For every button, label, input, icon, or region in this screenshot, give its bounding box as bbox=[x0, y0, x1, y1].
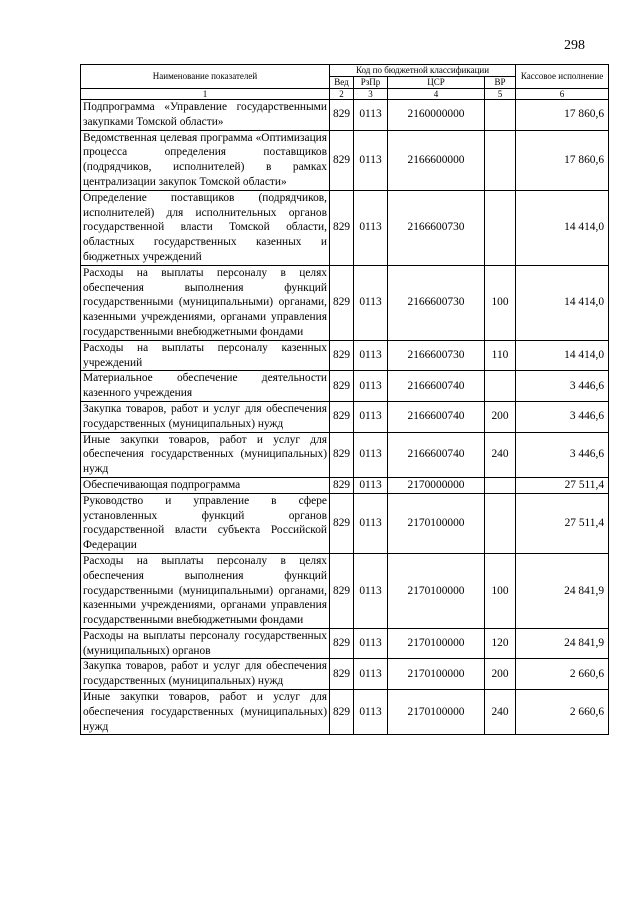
row-csr: 2166600730 bbox=[388, 190, 485, 265]
row-name: Закупка товаров, работ и услуг для обеспечения государственных (муниципальных) нужд bbox=[81, 659, 330, 690]
header-vr: ВР bbox=[485, 77, 516, 89]
row-ved: 829 bbox=[330, 100, 354, 131]
row-vr bbox=[485, 190, 516, 265]
table-row bbox=[81, 690, 609, 735]
table-row bbox=[81, 432, 609, 477]
header-name: Наименование показателей bbox=[81, 65, 330, 89]
row-ved: 829 bbox=[330, 690, 354, 735]
row-csr: 2166600000 bbox=[388, 130, 485, 190]
table-row bbox=[81, 190, 609, 265]
row-name: Закупка товаров, работ и услуг для обеспечения государственных (муниципальных) нужд bbox=[81, 401, 330, 432]
row-sum: 24 841,9 bbox=[516, 628, 609, 659]
row-name: Обеспечивающая подпрограмма bbox=[81, 477, 330, 493]
row-rzpr: 0113 bbox=[354, 401, 388, 432]
row-rzpr: 0113 bbox=[354, 100, 388, 131]
page-number: 298 bbox=[564, 38, 585, 53]
row-ved: 829 bbox=[330, 659, 354, 690]
row-sum: 24 841,9 bbox=[516, 553, 609, 628]
row-name: Расходы на выплаты персоналу государственных (муниципальных) органов bbox=[81, 628, 330, 659]
row-ved: 829 bbox=[330, 371, 354, 402]
row-vr: 240 bbox=[485, 432, 516, 477]
row-csr: 2170100000 bbox=[388, 628, 485, 659]
table-row bbox=[81, 659, 609, 690]
header-num-5: 5 bbox=[485, 89, 516, 100]
row-sum: 14 414,0 bbox=[516, 265, 609, 340]
row-vr: 200 bbox=[485, 401, 516, 432]
row-csr: 2166600730 bbox=[388, 340, 485, 371]
table-row bbox=[81, 340, 609, 371]
row-ved: 829 bbox=[330, 477, 354, 493]
row-vr: 110 bbox=[485, 340, 516, 371]
row-name: Расходы на выплаты персоналу в целях обеспечения выполнения функций государственными (муниципальными) органами, казенными учреждениями, органами управления государственными внебюджетными фондами bbox=[81, 553, 330, 628]
row-ved: 829 bbox=[330, 628, 354, 659]
table-row bbox=[81, 493, 609, 553]
row-name: Расходы на выплаты персоналу в целях обеспечения выполнения функций государственными (муниципальными) органами, казенными учреждениями, органами управления государственными внебюджетными фондами bbox=[81, 265, 330, 340]
row-sum: 17 860,6 bbox=[516, 100, 609, 131]
row-rzpr: 0113 bbox=[354, 553, 388, 628]
row-sum: 2 660,6 bbox=[516, 659, 609, 690]
row-rzpr: 0113 bbox=[354, 432, 388, 477]
row-rzpr: 0113 bbox=[354, 130, 388, 190]
row-vr: 100 bbox=[485, 553, 516, 628]
row-rzpr: 0113 bbox=[354, 690, 388, 735]
row-name: Материальное обеспечение деятельности казенного учреждения bbox=[81, 371, 330, 402]
row-sum: 27 511,4 bbox=[516, 477, 609, 493]
row-name: Определение поставщиков (подрядчиков, исполнителей) для исполнительных органов государственной власти Томской области, областных государственных казенных и бюджетных учреждений bbox=[81, 190, 330, 265]
header-code-group: Код по бюджетной классификации bbox=[330, 65, 516, 77]
row-vr: 200 bbox=[485, 659, 516, 690]
row-vr: 100 bbox=[485, 265, 516, 340]
row-ved: 829 bbox=[330, 493, 354, 553]
row-csr: 2166600730 bbox=[388, 265, 485, 340]
table-row bbox=[81, 130, 609, 190]
row-vr bbox=[485, 493, 516, 553]
row-vr: 240 bbox=[485, 690, 516, 735]
row-csr: 2166600740 bbox=[388, 401, 485, 432]
row-sum: 3 446,6 bbox=[516, 371, 609, 402]
row-csr: 2160000000 bbox=[388, 100, 485, 131]
header-rzpr: РзПр bbox=[354, 77, 388, 89]
row-ved: 829 bbox=[330, 432, 354, 477]
row-ved: 829 bbox=[330, 401, 354, 432]
header-csr: ЦСР bbox=[388, 77, 485, 89]
row-csr: 2170100000 bbox=[388, 553, 485, 628]
budget-table bbox=[80, 64, 609, 735]
row-rzpr: 0113 bbox=[354, 493, 388, 553]
row-vr bbox=[485, 371, 516, 402]
table-row bbox=[81, 265, 609, 340]
row-ved: 829 bbox=[330, 340, 354, 371]
row-name: Расходы на выплаты персоналу казенных учреждений bbox=[81, 340, 330, 371]
table-row bbox=[81, 401, 609, 432]
row-rzpr: 0113 bbox=[354, 190, 388, 265]
row-rzpr: 0113 bbox=[354, 265, 388, 340]
row-rzpr: 0113 bbox=[354, 371, 388, 402]
row-sum: 3 446,6 bbox=[516, 401, 609, 432]
row-sum: 3 446,6 bbox=[516, 432, 609, 477]
row-rzpr: 0113 bbox=[354, 659, 388, 690]
row-sum: 2 660,6 bbox=[516, 690, 609, 735]
row-ved: 829 bbox=[330, 190, 354, 265]
row-rzpr: 0113 bbox=[354, 628, 388, 659]
row-rzpr: 0113 bbox=[354, 477, 388, 493]
table-row bbox=[81, 553, 609, 628]
table-row bbox=[81, 628, 609, 659]
row-sum: 14 414,0 bbox=[516, 190, 609, 265]
header-ved: Вед bbox=[330, 77, 354, 89]
header-num-4: 4 bbox=[388, 89, 485, 100]
row-ved: 829 bbox=[330, 265, 354, 340]
row-name: Руководство и управление в сфере установленных функций органов государственной власти субъекта Российской Федерации bbox=[81, 493, 330, 553]
header-num-1: 1 bbox=[81, 89, 330, 100]
row-name: Ведомственная целевая программа «Оптимизация процесса определения поставщиков (подрядчиков, исполнителей) в рамках централизации закупок Томской области» bbox=[81, 130, 330, 190]
header-num-6: 6 bbox=[516, 89, 609, 100]
header-num-3: 3 bbox=[354, 89, 388, 100]
row-csr: 2166600740 bbox=[388, 371, 485, 402]
row-sum: 14 414,0 bbox=[516, 340, 609, 371]
header-exec: Кассовое исполнение bbox=[516, 65, 609, 89]
row-name: Подпрограмма «Управление государственными закупками Томской области» bbox=[81, 100, 330, 131]
row-csr: 2170000000 bbox=[388, 477, 485, 493]
table-row bbox=[81, 100, 609, 131]
row-rzpr: 0113 bbox=[354, 340, 388, 371]
row-ved: 829 bbox=[330, 553, 354, 628]
row-csr: 2166600740 bbox=[388, 432, 485, 477]
row-csr: 2170100000 bbox=[388, 690, 485, 735]
row-sum: 17 860,6 bbox=[516, 130, 609, 190]
row-csr: 2170100000 bbox=[388, 659, 485, 690]
row-vr bbox=[485, 477, 516, 493]
header-num-2: 2 bbox=[330, 89, 354, 100]
table-row bbox=[81, 371, 609, 402]
row-vr bbox=[485, 130, 516, 190]
row-ved: 829 bbox=[330, 130, 354, 190]
row-sum: 27 511,4 bbox=[516, 493, 609, 553]
table-row bbox=[81, 477, 609, 493]
row-name: Иные закупки товаров, работ и услуг для обеспечения государственных (муниципальных) нужд bbox=[81, 690, 330, 735]
row-vr bbox=[485, 100, 516, 131]
row-csr: 2170100000 bbox=[388, 493, 485, 553]
row-vr: 120 bbox=[485, 628, 516, 659]
row-name: Иные закупки товаров, работ и услуг для обеспечения государственных (муниципальных) нужд bbox=[81, 432, 330, 477]
